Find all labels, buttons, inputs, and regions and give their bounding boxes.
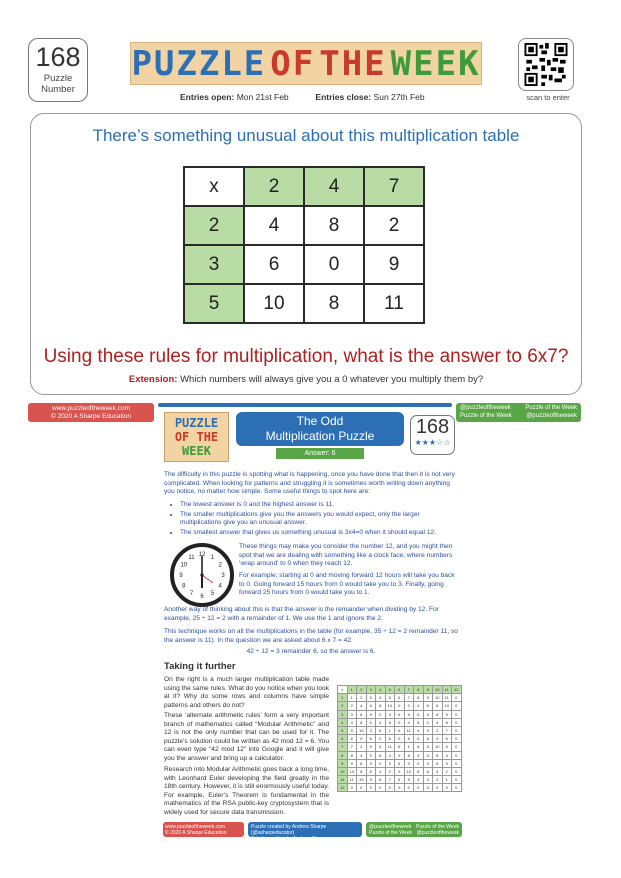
table-cell: 0 xyxy=(452,743,462,751)
table-cell: 8 xyxy=(304,206,364,245)
clock-number: 11 xyxy=(188,554,195,561)
table-cell: 6 xyxy=(395,694,405,702)
table-cell: 10 xyxy=(433,694,443,702)
table-cell: 9 xyxy=(404,710,414,718)
solution-logo xyxy=(164,412,229,462)
table-cell: 0 xyxy=(304,245,364,284)
table-row xyxy=(338,726,462,734)
difficulty-stars: ★★★☆☆ xyxy=(414,438,451,447)
table-cell: 3 xyxy=(366,726,376,734)
table-cell: 0 xyxy=(423,751,433,759)
footer-social-4[interactable]: @puzzleoftheweek xyxy=(416,830,459,836)
table-cell: 10 xyxy=(385,702,395,710)
table-cell: 0 xyxy=(414,759,424,767)
puzzle-question: Using these rules for multiplication, what is the answer to 6x7? xyxy=(43,346,569,367)
logo-word-puzzle: PUZZLE xyxy=(131,43,267,84)
table-cell: 4 xyxy=(376,767,386,775)
clock-number: 8 xyxy=(182,583,186,590)
table-cell: 8 xyxy=(357,767,367,775)
solution-website[interactable]: www.puzzleoftheweek.com xyxy=(51,405,131,412)
social-handle-4[interactable]: @puzzleoftheweek xyxy=(526,413,577,419)
table-cell: 0 xyxy=(376,735,386,743)
table-cell: 8 xyxy=(414,694,424,702)
table-cell: 0 xyxy=(366,751,376,759)
table-cell: x xyxy=(184,167,244,206)
table-cell: 6 xyxy=(423,767,433,775)
table-cell: 2 xyxy=(244,167,304,206)
table-row xyxy=(338,776,462,784)
table-row xyxy=(338,767,462,775)
table-cell: 6 xyxy=(395,726,405,734)
table-cell: 8 xyxy=(442,718,452,726)
table-cell: 0 xyxy=(442,784,452,792)
table-cell: 8 xyxy=(338,751,348,759)
table-cell: 0 xyxy=(452,718,462,726)
extension-label: Extension: xyxy=(128,374,178,385)
table-row xyxy=(338,718,462,726)
table-header-cell: 11 xyxy=(442,686,452,694)
further-paragraph-1: On the right is a much larger multiplication table made using the same rules. What do you notice when you look at it? Why do some rows and columns have simple patterns and others do not? xyxy=(164,676,329,709)
table-cell: 0 xyxy=(376,710,386,718)
table-cell: 9 xyxy=(423,759,433,767)
table-cell: 11 xyxy=(338,776,348,784)
table-cell: 8 xyxy=(376,702,386,710)
table-cell: 2 xyxy=(433,776,443,784)
social-handle-1[interactable]: @puzzleoftheweek xyxy=(460,405,511,411)
puzzle-number-label-1: Puzzle xyxy=(43,73,73,84)
table-cell: 7 xyxy=(347,743,357,751)
table-cell: 4 xyxy=(442,751,452,759)
table-cell: 4 xyxy=(338,718,348,726)
table-cell: 5 xyxy=(184,284,244,323)
footer-social-1[interactable]: @puzzleoftheweek xyxy=(369,824,412,830)
table-cell: 0 xyxy=(414,735,424,743)
solution-top-rule xyxy=(158,403,452,407)
social-handle-3[interactable]: Puzzle of the Week xyxy=(460,413,512,419)
table-cell: 6 xyxy=(395,776,405,784)
table-cell: 8 xyxy=(414,767,424,775)
table-cell: 6 xyxy=(404,735,414,743)
table-cell: 11 xyxy=(385,743,395,751)
table-cell: 0 xyxy=(395,735,405,743)
table-cell: 8 xyxy=(376,726,386,734)
table-cell: 8 xyxy=(433,751,443,759)
table-cell: 2 xyxy=(357,694,367,702)
table-cell: 0 xyxy=(395,767,405,775)
table-cell: 0 xyxy=(452,702,462,710)
table-cell: 3 xyxy=(404,759,414,767)
table-cell: 5 xyxy=(385,694,395,702)
extension-text: Which numbers will always give you a 0 whatever you multiply them by? xyxy=(180,374,484,385)
table-cell: 0 xyxy=(452,694,462,702)
clock-number: 9 xyxy=(179,573,183,579)
logo-word-the: THE xyxy=(319,43,387,84)
puzzle-number-box xyxy=(28,38,88,102)
qr-code-icon xyxy=(523,43,569,86)
table-cell: 2 xyxy=(433,726,443,734)
table-cell: 9 xyxy=(364,245,424,284)
clock-number: 6 xyxy=(200,594,204,600)
table-cell: 10 xyxy=(433,743,443,751)
table-cell: 0 xyxy=(366,784,376,792)
table-cell: 5 xyxy=(404,776,414,784)
list-item: • The smallest answer that gives us something unusual is 3x4=0 when it should equal 12. xyxy=(180,529,458,538)
table-cell: 10 xyxy=(347,767,357,775)
table-cell: 6 xyxy=(442,735,452,743)
table-cell: 9 xyxy=(366,776,376,784)
table-cell: 8 xyxy=(433,702,443,710)
solution-paragraph-4: This technique works on all the multiplications in the table (for example, 35 ÷ 12 = 2 remainder 11, so the answer is 11). In the question we are asked about 6 x 7 = 42. xyxy=(164,628,458,644)
table-cell: 4 xyxy=(357,702,367,710)
table-cell: 6 xyxy=(423,702,433,710)
table-cell: 4 xyxy=(433,718,443,726)
table-header-cell: 2 xyxy=(357,686,367,694)
table-cell: 9 xyxy=(442,710,452,718)
table-row xyxy=(338,751,462,759)
footer-social-2[interactable]: Puzzle of the Week xyxy=(416,824,459,830)
footer-credits-bar xyxy=(248,822,362,848)
clock-number: 12 xyxy=(198,552,206,558)
table-cell: 10 xyxy=(404,767,414,775)
table-header-cell: 9 xyxy=(423,686,433,694)
solution-answer: Answer: 6 xyxy=(276,448,364,459)
table-cell: 0 xyxy=(395,702,405,710)
table-cell: 6 xyxy=(357,759,367,767)
table-cell: 0 xyxy=(452,726,462,734)
solution-bullets xyxy=(164,501,458,538)
table-cell: 0 xyxy=(452,767,462,775)
table-cell: 0 xyxy=(452,751,462,759)
solution-equation: 42 ÷ 12 = 3 remainder 6, so the answer is 6. xyxy=(246,648,376,655)
entries-close-value: Sun 27th Feb xyxy=(373,92,425,102)
solution-title-line-1: The Odd xyxy=(296,414,344,428)
table-cell: 9 xyxy=(366,743,376,751)
solution-website-bar xyxy=(28,403,154,422)
table-cell: 8 xyxy=(404,751,414,759)
taking-it-further-heading: Taking it further xyxy=(164,661,236,672)
table-cell: 3 xyxy=(184,245,244,284)
table-cell: 0 xyxy=(423,718,433,726)
footer-credit-2: Solution written by Andrew Sharpe (@asharpeducator) xyxy=(251,836,328,848)
table-cell: 0 xyxy=(452,784,462,792)
table-cell: 4 xyxy=(385,751,395,759)
puzzle-number-label-2: Number xyxy=(41,84,75,95)
table-cell: 6 xyxy=(347,735,357,743)
solution-social-bar xyxy=(456,403,581,422)
table-cell: 9 xyxy=(347,759,357,767)
solution-logo-line-3: WEEK xyxy=(182,444,211,458)
solution-paragraph-3: Another way of thinking about this is that the answer is the remainder when dividing by 12. For example, 25 ÷ 12 = 2 with a remainder of 1. We use the 1 and ignore the 2. xyxy=(164,606,439,622)
table-cell: 4 xyxy=(376,718,386,726)
table-cell: 0 xyxy=(376,784,386,792)
table-cell: 3 xyxy=(442,759,452,767)
solution-number: 168 xyxy=(415,416,450,438)
table-cell: 2 xyxy=(404,702,414,710)
table-cell: 5 xyxy=(347,726,357,734)
table-cell: 6 xyxy=(395,759,405,767)
logo-word-of: OF xyxy=(270,43,316,84)
clock-number: 7 xyxy=(189,591,194,598)
list-item: • The lowest answer is 0 and the highest answer is 11. xyxy=(180,501,458,510)
table-cell: 6 xyxy=(338,735,348,743)
clock-icon xyxy=(170,543,234,607)
table-cell: 9 xyxy=(366,710,376,718)
table-row xyxy=(338,694,462,702)
table-cell: 6 xyxy=(395,743,405,751)
logo-word-week: WEEK xyxy=(390,43,481,84)
footer-credit-1: Puzzle created by Andrew Sharpe (@asharpeducator) xyxy=(251,824,327,836)
table-cell: 3 xyxy=(338,710,348,718)
clock-paragraph-2: For example, starting at 0 and moving forward 12 hours will take you back to 0. Going forward 15 hours from 0 would take you to 3. Finally, going forward 25 hours from 0 would take you to 1. xyxy=(239,572,455,597)
table-cell: 8 xyxy=(376,776,386,784)
table-cell: 0 xyxy=(395,751,405,759)
table-header-cell: 8 xyxy=(414,686,424,694)
table-cell: 9 xyxy=(385,759,395,767)
table-cell: 2 xyxy=(338,702,348,710)
solution-number-box xyxy=(410,415,455,455)
table-cell: 0 xyxy=(414,710,424,718)
table-header-cell: 5 xyxy=(385,686,395,694)
table-cell: 1 xyxy=(347,694,357,702)
table-cell: 4 xyxy=(404,718,414,726)
table-row xyxy=(338,784,462,792)
puzzle-title: There’s something unusual about this multiplication table xyxy=(92,126,520,145)
table-cell: 0 xyxy=(395,784,405,792)
entries-open-value: Mon 21st Feb xyxy=(236,92,289,102)
table-cell: 8 xyxy=(414,743,424,751)
table-cell: 0 xyxy=(414,784,424,792)
footer-social-bar xyxy=(366,822,462,837)
table-cell: 10 xyxy=(357,776,367,784)
table-cell: 0 xyxy=(452,735,462,743)
clock-number: 1 xyxy=(210,554,215,561)
table-cell: 5 xyxy=(442,743,452,751)
table-cell: 11 xyxy=(442,694,452,702)
table-cell: 11 xyxy=(364,284,424,323)
table-cell: 6 xyxy=(423,735,433,743)
table-cell: 0 xyxy=(452,710,462,718)
multiplication-table xyxy=(183,166,425,324)
table-cell: 0 xyxy=(385,784,395,792)
table-cell: 4 xyxy=(376,743,386,751)
footer-website-bar xyxy=(163,822,244,837)
footer-website[interactable]: www.puzzleoftheweek.com xyxy=(165,824,226,830)
table-cell: 4 xyxy=(244,206,304,245)
table-cell: 4 xyxy=(376,694,386,702)
clock-number: 10 xyxy=(180,562,188,569)
table-cell: 7 xyxy=(404,694,414,702)
table-cell: 11 xyxy=(347,776,357,784)
table-cell: 1 xyxy=(404,743,414,751)
table-row xyxy=(338,743,462,751)
footer-social-3[interactable]: Puzzle of the Week xyxy=(369,830,412,836)
solution-logo-line-1: PUZZLE xyxy=(174,416,219,430)
table-cell: 0 xyxy=(376,759,386,767)
table-cell: 0 xyxy=(452,776,462,784)
table-cell: 9 xyxy=(423,694,433,702)
table-cell: 0 xyxy=(452,759,462,767)
table-cell: 4 xyxy=(304,167,364,206)
social-handle-2[interactable]: Puzzle of the Week xyxy=(525,405,577,411)
clock-number: 4 xyxy=(218,583,222,590)
scan-to-enter-label: scan to enter xyxy=(526,93,570,102)
table-cell: 6 xyxy=(385,735,395,743)
table-cell: 7 xyxy=(338,743,348,751)
table-cell: 4 xyxy=(414,776,424,784)
table-header-cell: x xyxy=(338,686,348,694)
table-cell: 4 xyxy=(357,751,367,759)
table-cell: 2 xyxy=(442,767,452,775)
table-cell: 2 xyxy=(184,206,244,245)
table-cell: 3 xyxy=(423,710,433,718)
list-item: • The smaller multiplications give you the answers you would expect, only the larger multiplications give you an unusual answer. xyxy=(180,511,458,528)
table-cell: 9 xyxy=(423,726,433,734)
table-cell: 10 xyxy=(357,726,367,734)
entries-open-label: Entries open: xyxy=(180,92,235,102)
table-cell: 8 xyxy=(347,751,357,759)
table-cell: 10 xyxy=(442,702,452,710)
table-cell: 3 xyxy=(385,710,395,718)
table-cell: 8 xyxy=(376,751,386,759)
clock-number: 3 xyxy=(221,573,225,579)
table-cell: 0 xyxy=(433,784,443,792)
large-multiplication-table xyxy=(337,685,462,792)
table-cell: 2 xyxy=(385,767,395,775)
table-cell: 3 xyxy=(423,743,433,751)
table-cell: 12 xyxy=(338,784,348,792)
table-cell: 10 xyxy=(338,767,348,775)
table-cell: 6 xyxy=(244,245,304,284)
table-cell: 6 xyxy=(366,735,376,743)
further-paragraph-3: Research into Modular Arithmetic goes back a long time, with Leonhard Euler developing the field greatly in the 18th century. However, it is still enormously useful today. For example, Euler’s Theorem is fundamental in the mathematics of the RSA public-key cryptosystem that is widely used for secure data transmission. xyxy=(164,766,329,816)
table-cell: 10 xyxy=(244,284,304,323)
table-cell: 5 xyxy=(338,726,348,734)
table-cell: 8 xyxy=(304,284,364,323)
table-cell: 6 xyxy=(433,759,443,767)
solution-copyright: © 2020 A Sharpe Education xyxy=(51,413,131,420)
table-header-cell: 6 xyxy=(395,686,405,694)
table-cell: 4 xyxy=(414,751,424,759)
clock-number: 5 xyxy=(210,591,215,598)
table-cell: 3 xyxy=(347,710,357,718)
solution-title-line-2: Multiplication Puzzle xyxy=(265,429,375,443)
puzzle-of-the-week-logo xyxy=(130,42,482,85)
solution-intro: The difficulty in this puzzle is spotting what is happening, once you have done that then it is not very complicated. When looking for patterns and struggling it is sometimes worth writing down anything you notice, no matter how simple. Some useful things to spot here are: xyxy=(164,471,455,496)
table-cell: 8 xyxy=(385,718,395,726)
table-cell: 9 xyxy=(338,759,348,767)
table-row xyxy=(338,735,462,743)
table-row xyxy=(338,759,462,767)
table-cell: 0 xyxy=(357,784,367,792)
table-cell: 3 xyxy=(366,694,376,702)
clock-paragraph-1: These things may make you consider the number 12, and you might then spot that we are dealing with something like a clock face, where numbers ‘wrap around’ to 0 when they reach 12. xyxy=(239,543,453,568)
table-cell: 0 xyxy=(404,784,414,792)
table-row xyxy=(338,702,462,710)
table-row xyxy=(338,710,462,718)
table-cell: 8 xyxy=(357,718,367,726)
further-paragraph-2: These ‘alternate arithmetic rules’ form a very important branch of mathematics called “Modular Arithmetic” and 12 is not the only number that can be used for it. The puzzle’s solution could be written as 42 mod 12 = 6. You can even type “42 mod 12” into Google and it will give you the answer and bring up a calculator. xyxy=(164,712,329,762)
clock-number: 2 xyxy=(218,562,222,569)
entry-dates xyxy=(180,92,425,102)
table-header-cell: 4 xyxy=(376,686,386,694)
table-cell: 7 xyxy=(442,726,452,734)
table-cell: 7 xyxy=(364,167,424,206)
puzzle-number: 168 xyxy=(35,42,81,72)
footer-copyright: © 2020 A Sharpe Education xyxy=(165,830,227,836)
table-cell: 0 xyxy=(423,784,433,792)
table-cell: 4 xyxy=(433,767,443,775)
table-cell: 6 xyxy=(433,710,443,718)
table-cell: 4 xyxy=(414,702,424,710)
table-header-cell: 10 xyxy=(433,686,443,694)
qr-code[interactable] xyxy=(518,38,574,91)
extension-question xyxy=(30,374,582,385)
table-header-cell: 12 xyxy=(452,686,462,694)
table-cell: 3 xyxy=(423,776,433,784)
table-cell: 2 xyxy=(347,702,357,710)
table-cell: 4 xyxy=(347,718,357,726)
table-cell: 6 xyxy=(366,702,376,710)
table-cell: 2 xyxy=(357,743,367,751)
table-cell: 0 xyxy=(366,718,376,726)
table-cell: 8 xyxy=(414,718,424,726)
table-cell: 0 xyxy=(357,735,367,743)
table-header-cell: 7 xyxy=(404,686,414,694)
solution-logo-line-2: OF THE xyxy=(174,430,219,444)
table-cell: 6 xyxy=(395,710,405,718)
table-cell: 2 xyxy=(364,206,424,245)
table-header-cell: 3 xyxy=(366,686,376,694)
table-cell: 1 xyxy=(442,776,452,784)
entries-close-label: Entries close: xyxy=(315,92,372,102)
table-cell: 6 xyxy=(357,710,367,718)
table-cell: 6 xyxy=(366,767,376,775)
table-cell: 3 xyxy=(366,759,376,767)
table-cell: 1 xyxy=(385,726,395,734)
solution-title xyxy=(236,412,404,446)
table-cell: 0 xyxy=(395,718,405,726)
table-cell: 0 xyxy=(347,784,357,792)
table-cell: 1 xyxy=(338,694,348,702)
table-cell: 11 xyxy=(404,726,414,734)
table-cell: 0 xyxy=(433,735,443,743)
table-header-cell: 1 xyxy=(347,686,357,694)
table-cell: 7 xyxy=(385,776,395,784)
table-cell: 4 xyxy=(414,726,424,734)
